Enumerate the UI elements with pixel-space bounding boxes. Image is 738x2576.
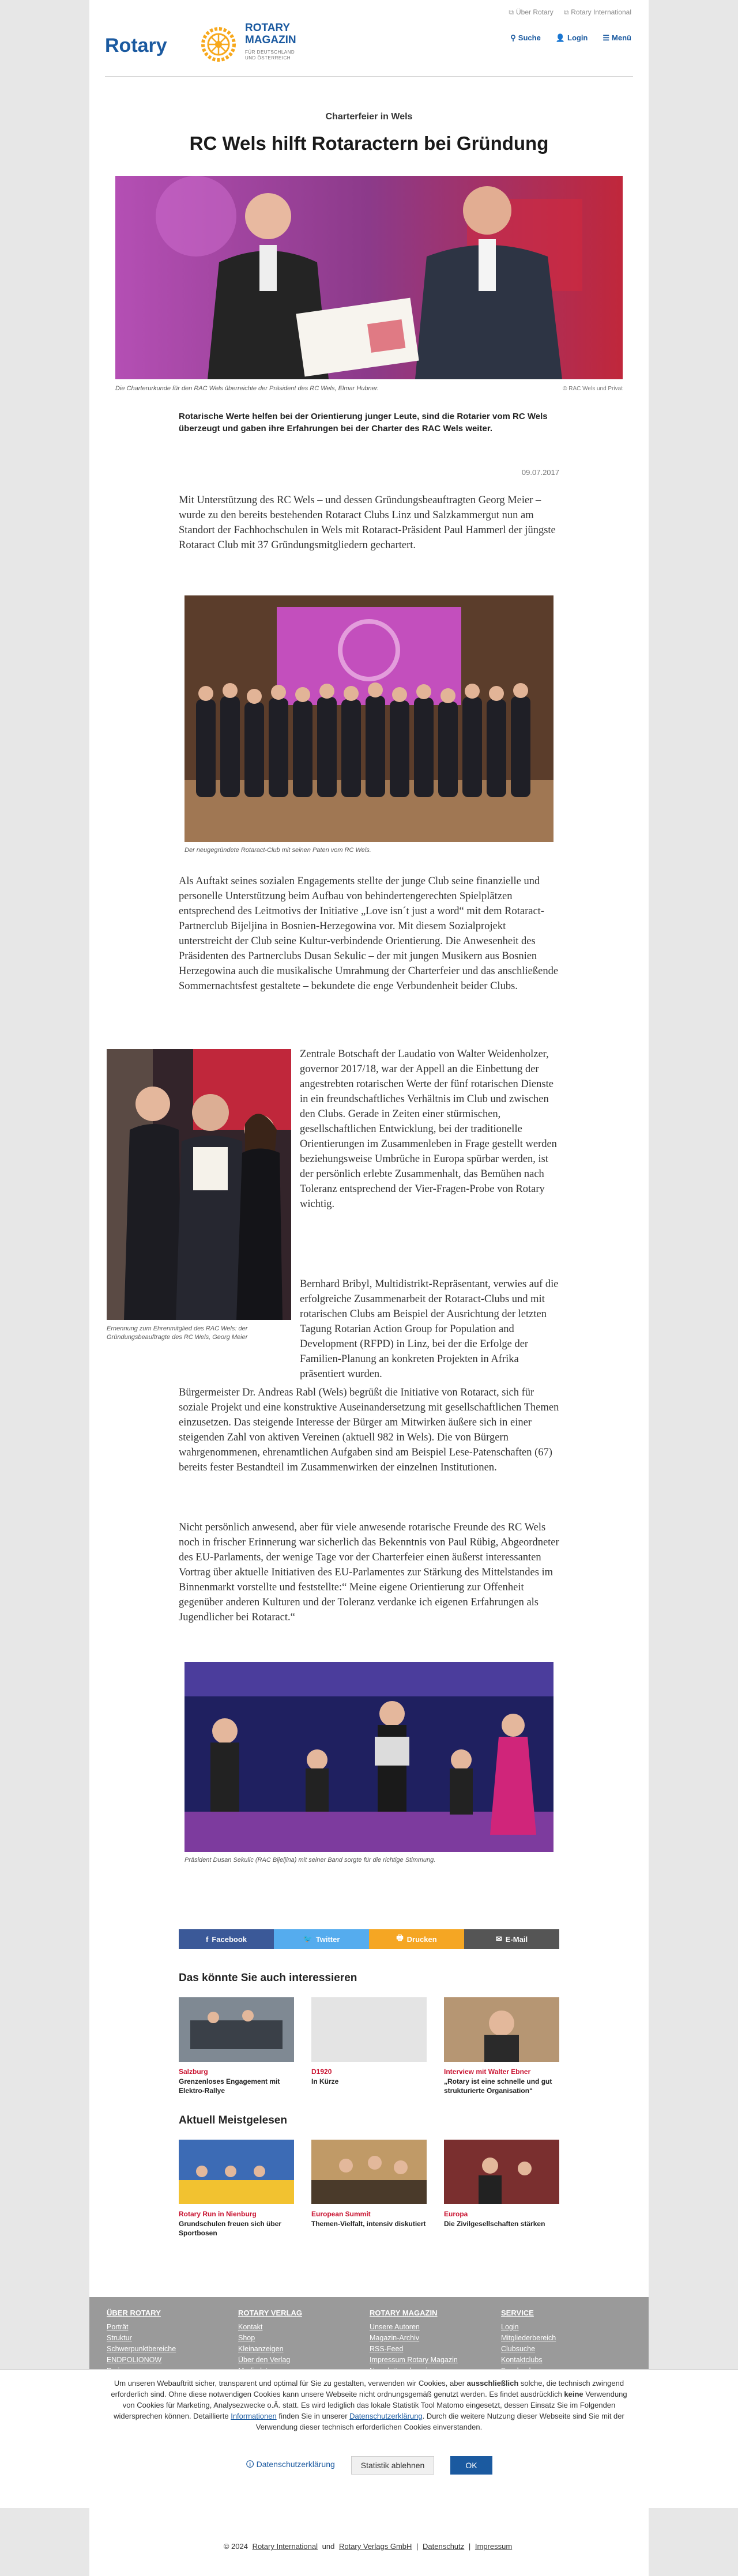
hero-credit: © RAC Wels und Privat bbox=[563, 386, 623, 392]
popular-card-category: European Summit bbox=[311, 2210, 371, 2218]
share-bar bbox=[179, 1929, 559, 1949]
copyright-text: © 2024 bbox=[223, 2542, 248, 2551]
popular-card-category: Europa bbox=[444, 2210, 468, 2218]
footer-link[interactable]: ENDPOLIONOW bbox=[107, 2356, 162, 2364]
popular-card[interactable] bbox=[311, 2140, 427, 2228]
popular-card-illustration bbox=[179, 2140, 294, 2204]
footer-link[interactable]: Schwerpunktbereiche bbox=[107, 2345, 176, 2353]
imprint-link[interactable]: Impressum bbox=[475, 2542, 513, 2551]
footer-column-title[interactable]: SERVICE bbox=[501, 2309, 534, 2317]
article-date: 09.07.2017 bbox=[521, 468, 559, 477]
footer-link[interactable]: Magazin-Archiv bbox=[370, 2334, 420, 2342]
cookie-text-bold: keine bbox=[564, 2390, 583, 2398]
email-icon: ✉ bbox=[495, 1934, 502, 1943]
and-text: und bbox=[322, 2542, 335, 2551]
search-button[interactable] bbox=[510, 33, 541, 43]
top-link-label: Rotary International bbox=[571, 8, 631, 16]
cookie-text-part: Um unseren Webauftritt sicher, transparent und optimal für Sie zu gestalten, verwenden wir Cookies, aber bbox=[114, 2379, 467, 2388]
footer-link[interactable]: Clubsuche bbox=[501, 2345, 536, 2353]
article-title: RC Wels hilft Rotaractern bei Gründung bbox=[189, 133, 549, 154]
share-label: Facebook bbox=[212, 1934, 247, 1944]
cookie-text-part: Verwendung von Cookies für Marketing, Analysezwecke o.Ä. statt. Es wird lediglich das lokale Statistik Tool Matomo eingesetzt, dessen Einsatz Sie im Folgenden widersprechen können. Detaillierte bbox=[114, 2390, 627, 2420]
popular-card-illustration bbox=[311, 2140, 427, 2204]
login-label: Login bbox=[567, 33, 588, 42]
share-email-button[interactable] bbox=[464, 1929, 559, 1949]
search-label: Suche bbox=[518, 33, 541, 42]
band-photo bbox=[184, 1662, 554, 1852]
cookie-info-link[interactable]: Informationen bbox=[231, 2412, 277, 2420]
popular-card-text: Grundschulen freuen sich über Sportbosen bbox=[179, 2220, 282, 2237]
share-label: E-Mail bbox=[505, 1934, 528, 1944]
article-paragraph: Nicht persönlich anwesend, aber für viele anwesende rotarische Freunde des RC Wels noch in frischer Erinnerung war sicherlich das Bekenntnis von Paul Rübig, Abgeordneter des EU-Parlaments, der wenige Tage vor der Charterfeier einen äußerst interessanten Vortrag über aktuelle Initiativen des EU-Parlamentes zur Stärkung des Mittelstandes im Binnenmarkt vorstellte und feststellte:“ Meine eigene Orientierung zur Offenheit gegenüber anderen Kulturen und der Toleranz verdanke ich eigenen Erfahrungen als Jugendlicher bei Rotaract.“ bbox=[179, 1522, 559, 1623]
article-paragraph: Bürgermeister Dr. Andreas Rabl (Wels) begrüßt die Initiative von Rotaract, sich für soziale Projekt und eine konstruktive Auseinandersetzung mit gesellschaftlichen Themen einzusetzen. Das steigende Interesse der Bürger am Mitwirken äußere sich in einer steigenden Zahl von aktiven Vereinen (aktuell 982 in Wels). Die von Bürgern wahrgenommenen, ehrenamtlichen Aufgaben sind am Beispiel Lese-Patenschaften (67) bereits fester Bestandteil im Zusammenwirken der einzelnen Institutionen. bbox=[179, 1387, 559, 1473]
menu-label: Menü bbox=[612, 33, 631, 42]
footer-link[interactable]: Shop bbox=[238, 2334, 255, 2342]
page bbox=[89, 0, 649, 2576]
search-icon: ⚲ bbox=[510, 33, 516, 42]
band-photo-illustration bbox=[184, 1662, 554, 1852]
top-link-about-rotary[interactable] bbox=[509, 8, 553, 17]
external-link-icon: ⧉ bbox=[509, 8, 514, 16]
bottom-bar: © 2024 Rotary International und Rotary Verlags GmbH | Datenschutz | Impressum bbox=[223, 2542, 513, 2551]
popular-card-category: Rotary Run in Nienburg bbox=[179, 2210, 257, 2218]
footer-link[interactable]: Impressum Rotary Magazin bbox=[370, 2356, 458, 2364]
footer-link[interactable]: Kleinanzeigen bbox=[238, 2345, 284, 2353]
rotary-logo-text[interactable]: Rotary bbox=[105, 35, 167, 56]
cookie-banner bbox=[0, 2369, 738, 2508]
related-card-image bbox=[179, 1997, 294, 2062]
popular-card[interactable] bbox=[444, 2140, 559, 2228]
footer-column bbox=[370, 2309, 485, 2377]
top-links bbox=[509, 8, 631, 17]
site-header bbox=[89, 0, 649, 81]
privacy-button[interactable] bbox=[246, 2458, 334, 2472]
cookie-text bbox=[107, 2378, 631, 2432]
related-card-category: D1920 bbox=[311, 2068, 332, 2076]
top-link-label: Über Rotary bbox=[516, 8, 554, 16]
popular-card[interactable] bbox=[179, 2140, 294, 2238]
menu-button[interactable] bbox=[603, 33, 631, 43]
band-caption: Präsident Dusan Sekulic (RAC Bijeljina) mit seiner Band sorgte für die richtige Stimmung. bbox=[184, 1857, 436, 1864]
related-card-category: Interview mit Walter Ebner bbox=[444, 2068, 531, 2076]
popular-card-text: Die Zivilgesellschaften stärken bbox=[444, 2220, 545, 2228]
article-paragraph: Zentrale Botschaft der Laudatio von Walter Weidenholzer, governor 2017/18, war der Appell an die Einbettung der angestrebten rotarischen Werte der fünf rotarischen Dienste in ein freundschaftliches Verhältnis im Club und zwischen den Clubs. Gerade in Zeiten einer stürmischen, gesellschaftlichen Entwicklung, bei der traditionelle Orientierungen im Zusammenleben in Frage gestellt werden beziehungsweise Umbrüche in Europa spürbar werden, ist der persönlich erlebte Zusammenhalt, das Bemühen nach Toleranz entsprechend der Vier-Fragen-Probe von Rotary wichtig. bbox=[300, 1048, 557, 1210]
magazine-subtitle-line1: FÜR DEUTSCHLAND bbox=[245, 50, 295, 55]
external-link-icon: ⧉ bbox=[563, 8, 569, 16]
group-photo bbox=[184, 595, 554, 842]
footer-column-title[interactable]: ÜBER ROTARY bbox=[107, 2309, 161, 2317]
cookie-text-part: finden Sie in unserer bbox=[276, 2412, 350, 2420]
magazine-subtitle-line2: UND ÖSTERREICH bbox=[245, 55, 291, 61]
share-label: Drucken bbox=[406, 1934, 437, 1944]
footer-link[interactable]: Kontaktclubs bbox=[501, 2356, 543, 2364]
related-title: Das könnte Sie auch interessieren bbox=[179, 1972, 357, 1984]
cookie-ok-button[interactable]: OK bbox=[450, 2456, 492, 2475]
related-card[interactable] bbox=[444, 1997, 559, 2095]
honor-caption: Ernennung zum Ehrenmitglied des RAC Wels: der Gründungsbeauftragte des RC Wels, Georg Meier bbox=[107, 1325, 248, 1341]
article-lead: Rotarische Werte helfen bei der Orientierung junger Leute, sind die Rotarier vom RC Wels überzeugt und gaben ihre Erfahrungen bei der Charter des RAC Wels weiter. bbox=[179, 412, 548, 433]
footer-link[interactable]: Kontakt bbox=[238, 2323, 263, 2331]
cookie-text-bold: ausschließlich bbox=[466, 2379, 519, 2388]
twitter-icon: 🐦 bbox=[303, 1934, 312, 1943]
footer-column bbox=[238, 2309, 353, 2377]
related-card-text: In Kürze bbox=[311, 2077, 339, 2085]
share-facebook-button[interactable] bbox=[179, 1929, 274, 1949]
hero-caption: Die Charterurkunde für den RAC Wels überreichte der Präsident des RC Wels, Elmar Hubner. bbox=[115, 385, 379, 392]
privacy-icon: 🛈 bbox=[246, 2460, 257, 2469]
group-caption: Der neugegründete Rotaract-Club mit seinen Paten vom RC Wels. bbox=[184, 847, 371, 854]
related-card-text: „Rotary ist eine schnelle und gut strukturierte Organisation“ bbox=[444, 2077, 552, 2095]
share-label: Twitter bbox=[315, 1934, 340, 1944]
magazine-logo-line2: MAGAZIN bbox=[245, 34, 296, 46]
related-card-illustration bbox=[179, 1997, 294, 2062]
rotary-wheel-icon[interactable] bbox=[200, 26, 237, 63]
top-link-rotary-international[interactable] bbox=[564, 8, 631, 17]
decline-statistics-button[interactable]: Statistik ablehnen bbox=[351, 2456, 435, 2475]
rotary-verlag-link[interactable]: Rotary Verlags GmbH bbox=[338, 2542, 412, 2551]
magazine-logo[interactable] bbox=[245, 22, 296, 46]
hamburger-icon: ☰ bbox=[603, 33, 610, 42]
footer-column-title[interactable]: ROTARY MAGAZIN bbox=[370, 2309, 438, 2317]
related-card-text: Grenzenloses Engagement mit Elektro-Rallye bbox=[179, 2077, 280, 2095]
footer-column bbox=[501, 2309, 616, 2377]
print-button[interactable] bbox=[369, 1929, 464, 1949]
popular-card-illustration bbox=[444, 2140, 559, 2204]
hero-photo-illustration bbox=[115, 176, 623, 379]
popular-card-image bbox=[311, 2140, 427, 2204]
article-paragraph: Bernhard Bribyl, Multidistrikt-Repräsentant, verwies auf die erfolgreiche Zusammenarbeit der Rotaract-Clubs und mit rotarischen Clubs am Beispiel der Ausrichtung der letzten Tagung Rotarian Action Group for Population and Development (RFPD) in Linz, bei der die Erfolge der Familien-Planung an konkreten Projekten in Afrika präsentiert wurden. bbox=[300, 1278, 559, 1380]
footer-link[interactable]: Unsere Autoren bbox=[370, 2323, 420, 2331]
footer-link[interactable]: Mitgliederbereich bbox=[501, 2334, 556, 2342]
privacy-link[interactable]: Datenschutz bbox=[423, 2542, 465, 2551]
privacy-button-label: Datenschutzerklärung bbox=[256, 2460, 335, 2469]
user-icon: 👤 bbox=[555, 33, 565, 42]
popular-card-image bbox=[179, 2140, 294, 2204]
cookie-text-part: solche, die technisch zwingend erforderlich sind. Ohne diese notwendigen Cookies kann unsere Webseite nicht ordnungsgemäß genutzt werden. Es findet ausdrücklich bbox=[111, 2379, 624, 2398]
print-icon: 🖶 bbox=[396, 1933, 404, 1942]
magazine-logo-line1: ROTARY bbox=[245, 22, 291, 34]
cookie-privacy-link[interactable]: Datenschutzerklärung bbox=[349, 2412, 423, 2420]
footer-link[interactable]: Struktur bbox=[107, 2334, 132, 2342]
cookie-buttons bbox=[0, 2456, 738, 2475]
footer-link[interactable]: Über den Verlag bbox=[238, 2356, 291, 2364]
popular-card-image bbox=[444, 2140, 559, 2204]
article-paragraph: Mit Unterstützung des RC Wels – und dessen Gründungsbeauftragten Georg Meier – wurde zu den bereits bestehenden Rotaract Clubs Linz und Salzkammergut nun am Standort der Fachhochschulen in Wels mit Rotaract-Präsident Paul Hammerl der jüngste Rotaract Club mit 37 Gründungsmitgliedern gechartert. bbox=[179, 495, 556, 551]
footer-link[interactable]: Login bbox=[501, 2323, 519, 2331]
rotary-international-link[interactable]: Rotary International bbox=[252, 2542, 318, 2551]
cookie-text-part: . Durch die weitere Nutzung dieser Webseite sind Sie mit der Verwendung dieser technisch erforderlichen Cookies einverstanden. bbox=[255, 2412, 624, 2431]
magazine-subtitle bbox=[245, 50, 295, 61]
group-photo-illustration bbox=[184, 595, 554, 842]
article-kicker: Charterfeier in Wels bbox=[325, 112, 413, 122]
footer-column-title[interactable]: ROTARY VERLAG bbox=[238, 2309, 302, 2317]
article-paragraph: Als Auftakt seines sozialen Engagements stellte der junge Club seine finanzielle und personelle Unterstützung beim Aufbau von behindertengerechten Spielplätzen entsprechend des Leitmotivs der Initiative „Love isn´t just a word“ mit dem Rotaract-Partnerclub Bijeljina in Bosnien-Herzegowina vor. Mit diesem Sozialprojekt unterstreicht der Club seine Kultur-verbindende Orientierung. Die Anwesenheit des Präsidenten des Partnerclubs Dusan Sekulic – der mit jungen Musikern aus Bosnien Herzegowina auch die musikalische Umrahmung der Charterfeier und das anschließende Sommernachtsfest gestaltete – bekundete die enge Verbundenheit beider Clubs. bbox=[179, 876, 559, 992]
main-nav bbox=[510, 33, 631, 43]
login-button[interactable] bbox=[556, 33, 588, 43]
related-card-illustration bbox=[444, 1997, 559, 2062]
related-card-image bbox=[444, 1997, 559, 2062]
facebook-icon: f bbox=[205, 1934, 209, 1944]
header-divider bbox=[105, 76, 633, 77]
related-card[interactable] bbox=[179, 1997, 294, 2095]
footer-link[interactable]: RSS-Feed bbox=[370, 2345, 404, 2353]
popular-card-text: Themen-Vielfalt, intensiv diskutiert bbox=[311, 2220, 426, 2228]
hero-photo bbox=[115, 176, 623, 379]
share-twitter-button[interactable] bbox=[274, 1929, 369, 1949]
popular-title: Aktuell Meistgelesen bbox=[179, 2114, 287, 2126]
footer-link[interactable]: Porträt bbox=[107, 2323, 129, 2331]
related-card[interactable] bbox=[311, 1997, 427, 2086]
footer-column bbox=[107, 2309, 222, 2377]
related-card-image bbox=[311, 1997, 427, 2062]
related-card-category: Salzburg bbox=[179, 2068, 208, 2076]
